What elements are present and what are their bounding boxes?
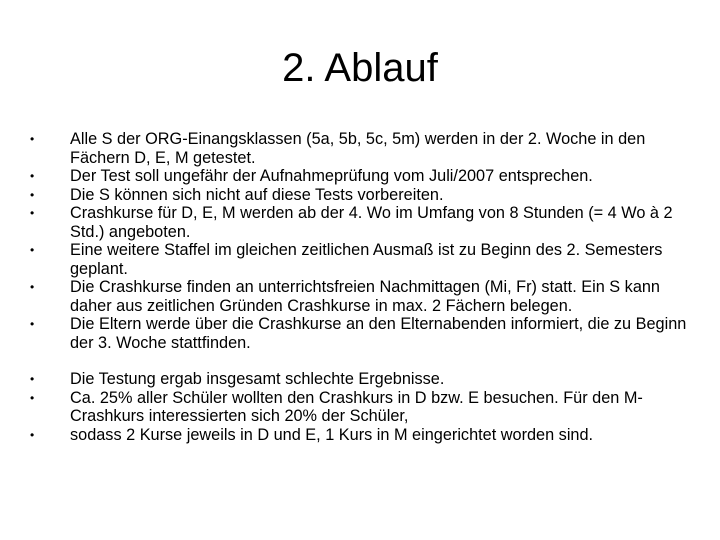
bullet-dot: •	[30, 427, 35, 442]
bullet-text: Die Testung ergab insgesamt schlechte Ergebnisse.	[70, 370, 445, 388]
bullet-text: Der Test soll ungefähr der Aufnahmeprüfung vom Juli/2007 entsprechen.	[70, 167, 593, 185]
slide-title: 2. Ablauf	[282, 46, 438, 90]
bullet-item	[30, 167, 690, 186]
bullet-dot: •	[30, 243, 35, 257]
bullet-item	[30, 315, 690, 352]
bullet-text: Alle S der ORG-Einangsklassen (5a, 5b, 5c, 5m) werden in der 2. Woche in den Fächern D, E, M getestet.	[70, 130, 646, 167]
bullet-text: Eine weitere Staffel im gleichen zeitlichen Ausmaß ist zu Beginn des 2. Semesters geplant.	[70, 241, 663, 278]
bullet-item	[30, 278, 690, 315]
bullet-list	[30, 130, 690, 444]
bullet-dot: •	[30, 372, 35, 386]
bullet-dot: •	[30, 187, 35, 202]
bullet-item	[30, 204, 690, 241]
bullet-dot: •	[30, 132, 35, 146]
bullet-item	[30, 130, 690, 167]
bullet-dot: •	[30, 169, 35, 183]
bullet-dot: •	[30, 280, 35, 294]
bullet-item	[30, 389, 690, 426]
bullet-item	[30, 241, 690, 278]
bullet-dot: •	[30, 390, 35, 405]
bullet-item	[30, 186, 690, 205]
bullet-text: Die Eltern werde über die Crashkurse an den Elternabenden informiert, die zu Beginn der 3. Woche stattfinden.	[70, 315, 687, 352]
bullet-text: Crashkurse für D, E, M werden ab der 4. Wo im Umfang von 8 Stunden (= 4 Wo à 2 Std.) angeboten.	[70, 204, 673, 241]
bullet-text: sodass 2 Kurse jeweils in D und E, 1 Kurs in M eingerichtet worden sind.	[70, 425, 594, 444]
bullet-text: Die Crashkurse finden an unterrichtsfreien Nachmittagen (Mi, Fr) statt. Ein S kann daher aus zeitlichen Gründen Crashkurse in max. 2 Fächern belegen.	[70, 278, 660, 315]
bullet-dot: •	[30, 317, 35, 331]
bullet-item	[30, 370, 690, 389]
bullet-text: Ca. 25% aller Schüler wollten den Crashkurs in D bzw. E besuchen. Für den M-Crashkurs interessierten sich 20% der Schüler,	[70, 388, 643, 425]
bullet-dot: •	[30, 206, 35, 220]
bullet-item	[30, 426, 690, 445]
bullet-text: Die S können sich nicht auf diese Tests vorbereiten.	[70, 185, 444, 204]
